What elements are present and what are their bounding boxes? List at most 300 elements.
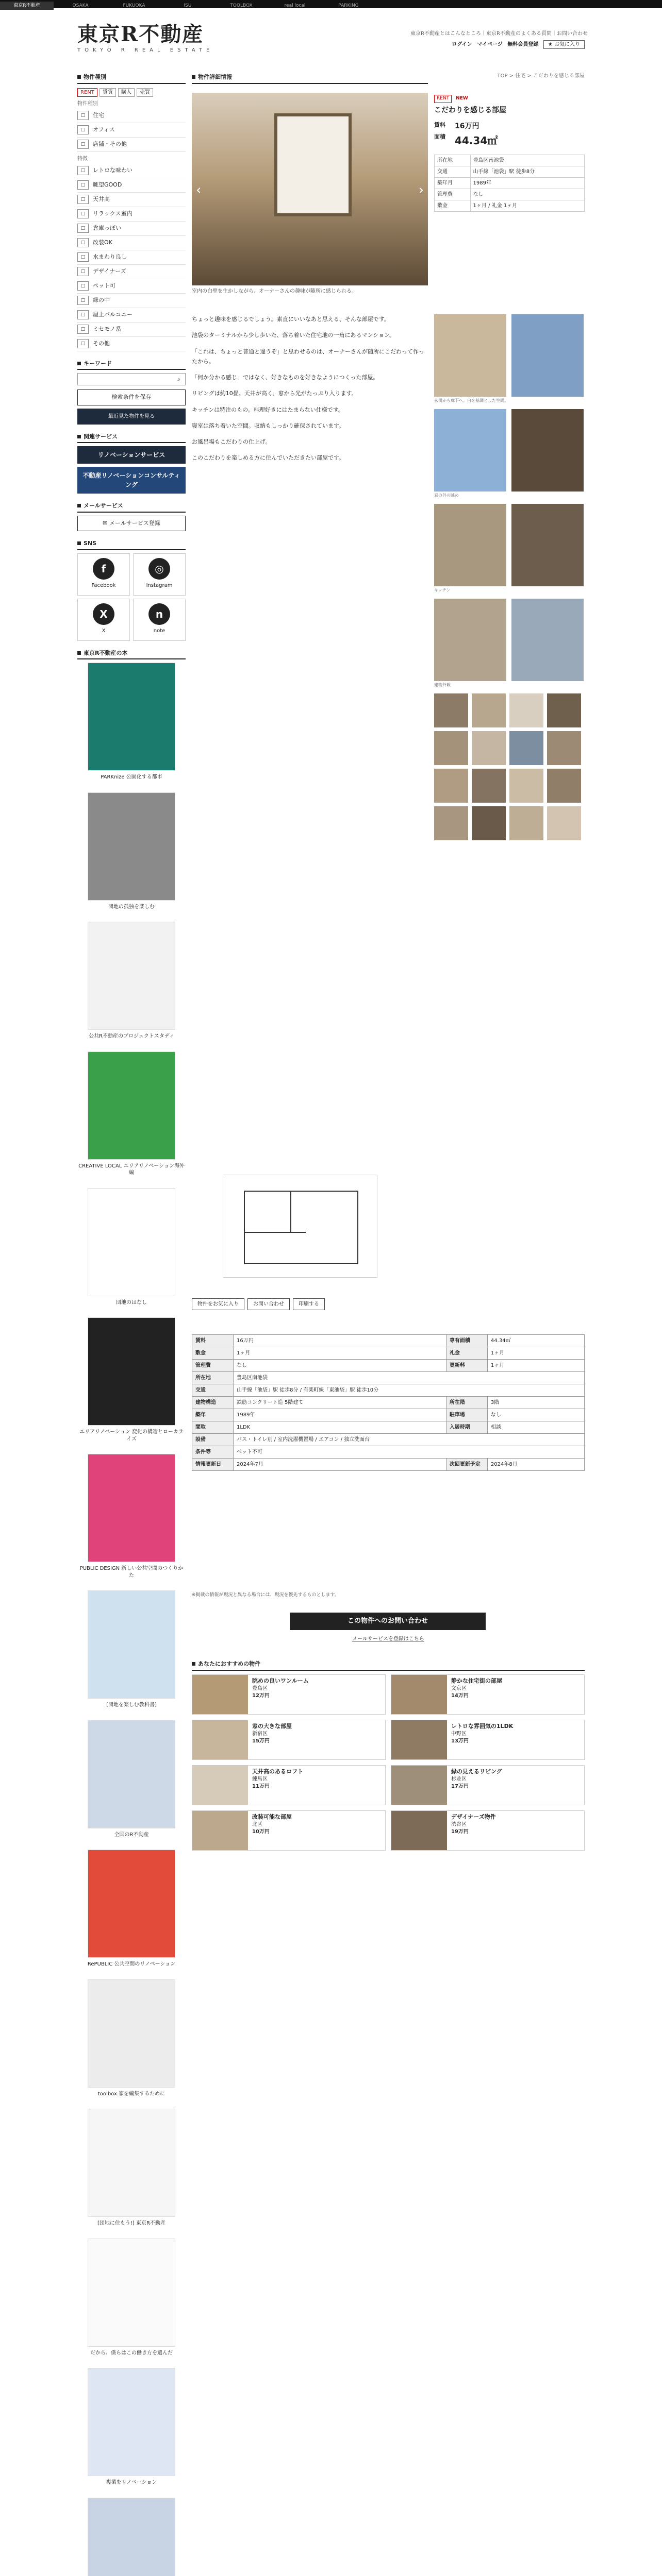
topbar-item[interactable]: OSAKA [72, 3, 89, 8]
site-header [77, 22, 588, 69]
sidebar-item[interactable] [77, 178, 186, 193]
sidebar-item[interactable] [77, 294, 186, 308]
gallery-photo[interactable] [434, 504, 506, 586]
book-caption: [団地を楽しむ教科書] [106, 1702, 157, 1708]
property-info [434, 93, 585, 212]
sidebar-item[interactable] [77, 337, 186, 351]
newsletter-button[interactable]: ✉ メールサービス登録 [77, 516, 186, 532]
section-head-newsletter: メールサービス [77, 501, 186, 513]
sidebar-item-label: 緑の中 [93, 296, 110, 303]
book-item[interactable] [77, 1188, 186, 1307]
topbar-item[interactable]: FUKUOKA [123, 3, 145, 8]
gallery-photo[interactable] [434, 314, 506, 397]
recommend-card[interactable] [192, 1765, 386, 1805]
note-icon: n [148, 603, 170, 625]
main-content [192, 72, 585, 1835]
sidebar-item-label: オフィス [93, 126, 115, 133]
action-button[interactable]: 印刷する [293, 1298, 325, 1310]
other-icon: □ [77, 339, 89, 348]
shop-icon: □ [77, 140, 89, 149]
summary-cell: 交通 [435, 166, 471, 177]
spec-cell: 次回更新予定 [446, 1459, 487, 1471]
recommend-photo[interactable] [192, 1675, 248, 1714]
consulting-service-banner[interactable]: 不動産リノベーションコンサルティング [77, 467, 186, 494]
book-caption: 団地のはなし [116, 1299, 147, 1306]
facebook-icon: f [93, 558, 114, 580]
keyword-search [77, 373, 186, 385]
warehouse-icon: □ [77, 224, 89, 233]
recommend-photo[interactable] [192, 1720, 248, 1759]
book-cover[interactable] [88, 2368, 175, 2476]
sns-label: X [102, 628, 106, 634]
spec-cell: 2024年7月 [234, 1459, 446, 1471]
spec-cell: 1ヶ月 [234, 1347, 446, 1360]
thumbnail[interactable] [509, 769, 543, 803]
thumbnail[interactable] [547, 769, 581, 803]
spec-table [192, 1334, 585, 1471]
gallery-photo[interactable] [511, 314, 584, 397]
thumbnail[interactable] [472, 769, 506, 803]
store-icon: □ [77, 325, 89, 334]
book-cover[interactable] [88, 2239, 175, 2347]
book-caption: PUBLIC DESIGN 新しい公共空間のつくりかた [79, 1566, 184, 1579]
sidebar-item-label: 水まわり良し [93, 253, 127, 260]
summary-cell: 築年月 [435, 177, 471, 189]
spec-cell: 44.34㎡ [487, 1335, 584, 1347]
book-caption: 全国のR不動産 [114, 1832, 149, 1838]
description-paragraph: このこだわりを楽しめる方に住んでいただきたい部屋です。 [192, 454, 345, 462]
book-item[interactable] [77, 1979, 186, 2098]
topbar-item[interactable]: real local [284, 3, 306, 8]
thumbnail[interactable] [472, 693, 506, 727]
book-item[interactable] [77, 663, 186, 781]
book-caption: 団地の孤独を楽しむ [108, 904, 155, 910]
book-item[interactable] [77, 1052, 186, 1177]
recommend-text [447, 1766, 506, 1805]
recommend-place: 練馬区 [252, 1776, 268, 1782]
sub-head-type: 物件種別 [77, 100, 98, 107]
spec-row [192, 1347, 585, 1360]
sidebar-item[interactable] [77, 323, 186, 337]
section-head-sns: SNS [77, 538, 186, 550]
recommend-title: 静かな住宅街の部屋 [451, 1677, 502, 1684]
book-caption: toolbox 家を編集するために [97, 2091, 166, 2097]
summary-row [435, 189, 585, 200]
topbar-item[interactable]: 東京R不動産 [0, 2, 54, 10]
description [192, 314, 428, 469]
thumbnail[interactable] [472, 806, 506, 840]
spec-cell: 礼金 [446, 1347, 487, 1360]
thumbnail[interactable] [509, 693, 543, 727]
recommend-place: 杉並区 [451, 1776, 467, 1782]
sidebar-item[interactable] [77, 109, 186, 123]
sidebar-item-label: ミセモノ系 [93, 325, 121, 332]
recommend-title: デザイナーズ物件 [451, 1814, 496, 1820]
spec-cell: 築年 [192, 1409, 234, 1421]
breadcrumb[interactable]: TOP > 住宅 > こだわりを感じる部屋 [497, 73, 585, 79]
rooftop-icon: □ [77, 310, 89, 319]
sidebar-item[interactable] [77, 265, 186, 279]
sidebar-item-label: 改装OK [93, 239, 112, 246]
book-cover[interactable] [88, 1590, 175, 1699]
sidebar-item[interactable] [77, 308, 186, 323]
recommend-price: 17万円 [451, 1784, 469, 1789]
recommend-photo[interactable] [391, 1675, 447, 1714]
tags-row [77, 87, 186, 97]
spec-cell: 賃料 [192, 1335, 234, 1347]
book-cover[interactable] [88, 2109, 175, 2217]
book-cover[interactable] [88, 1317, 175, 1426]
recommend-price: 14万円 [451, 1693, 469, 1699]
action-button[interactable]: お問い合わせ [247, 1298, 290, 1310]
sidebar-item[interactable] [77, 236, 186, 250]
description-paragraph: 「何か分かる感じ」ではなく、好きなものを好きなようにつくった部屋。 [192, 374, 379, 381]
recommend-text [248, 1675, 313, 1714]
renovation-service-banner[interactable]: リノベーションサービス [77, 446, 186, 464]
recommend-title: 窓の大きな部屋 [252, 1723, 292, 1730]
book-caption: 公共R不動産のプロジェクトスタディ [89, 1033, 174, 1039]
recommend-card[interactable] [391, 1674, 585, 1715]
gallery-caption: 窓の外の眺め [434, 493, 459, 498]
spec-row [192, 1459, 585, 1471]
spec-cell: 相談 [487, 1421, 584, 1434]
spec-cell: 敷金 [192, 1347, 234, 1360]
spec-cell: 16万円 [234, 1335, 446, 1347]
save-search-button[interactable]: 検索条件を保存 [77, 389, 186, 405]
mypage-link[interactable]: マイページ [477, 42, 503, 47]
book-cover[interactable] [88, 1850, 175, 1958]
spec-row [192, 1360, 585, 1372]
recommend-grid [192, 1674, 585, 1851]
book-caption: エリアリノベーション 変化の構造とローカライズ [79, 1429, 184, 1442]
sidebar-item-label: デザイナーズ [93, 267, 126, 275]
spec-cell: 2024年8月 [487, 1459, 584, 1471]
summary-row [435, 200, 585, 211]
topbar-item[interactable]: TOOLBOX [230, 3, 253, 8]
sns-label: note [153, 628, 166, 634]
book-item[interactable] [77, 2239, 186, 2357]
gallery-photo[interactable] [511, 504, 584, 586]
spec-cell: なし [487, 1409, 584, 1421]
book-item[interactable] [77, 2498, 186, 2576]
sidebar-item-label: 倉庫っぽい [93, 224, 121, 231]
description-paragraph: ちょっと趣味を感じるでしょう。素直にいいなあと思える、そんな部屋です。 [192, 316, 390, 323]
book-item[interactable] [77, 1590, 186, 1709]
sns-facebook[interactable] [77, 553, 130, 596]
summary-cell: 1989年 [470, 177, 584, 189]
recommend-head: あなたにおすすめの物件 [192, 1659, 585, 1671]
badge-new: NEW [456, 96, 468, 101]
spec-row [192, 1372, 585, 1384]
book-cover[interactable] [88, 1979, 175, 2088]
book-caption: CREATIVE LOCAL エリアリノベーション海外編 [78, 1163, 185, 1176]
description-paragraph: リビングは約10畳。天井が高く、窓から光がたっぷり入ります。 [192, 390, 357, 397]
newsletter-link[interactable]: メールサービスを登録はこちら [352, 1636, 424, 1642]
recommend-photo[interactable] [192, 1811, 248, 1850]
pet-icon: □ [77, 281, 89, 291]
sidebar-item-label: リラックス室内 [93, 210, 133, 217]
recommend-card[interactable] [192, 1720, 386, 1760]
thumbnail[interactable] [509, 806, 543, 840]
office-icon: □ [77, 125, 89, 134]
sidebar-item-label: 眺望GOOD [93, 181, 122, 188]
spec-cell: 3階 [487, 1397, 584, 1409]
thumbnail[interactable] [547, 806, 581, 840]
book-item[interactable] [77, 792, 186, 911]
summary-cell: 山手線「池袋」駅 徒歩8分 [470, 166, 584, 177]
tag-2[interactable]: 購入 [118, 88, 135, 97]
recommend-place: 新宿区 [252, 1731, 268, 1737]
recommend-card[interactable] [192, 1810, 386, 1851]
tag-3[interactable]: 売買 [137, 88, 153, 97]
book-item[interactable] [77, 2109, 186, 2227]
logo-subtitle: TOKYO R REAL ESTATE [77, 47, 214, 53]
recommend-photo[interactable] [391, 1811, 447, 1850]
spec-cell: なし [234, 1360, 446, 1372]
property-title: こだわりを感じる部屋 [434, 106, 506, 114]
spec-cell: 1LDK [234, 1421, 446, 1434]
rent-row: 賃料 16万円 [434, 121, 585, 132]
contact-button[interactable]: この物件へのお問い合わせ [290, 1613, 486, 1630]
spec-row [192, 1335, 585, 1347]
recommend-text [447, 1720, 517, 1759]
gallery-photo[interactable] [434, 599, 506, 681]
recommend-text [447, 1811, 500, 1850]
action-button[interactable]: 物件をお気に入り [192, 1298, 244, 1310]
recommend-title: 緑の見えるリビング [451, 1768, 502, 1775]
sub-head-feature: 特徴 [77, 156, 88, 162]
recommend-card[interactable] [391, 1720, 585, 1760]
recommend-text [248, 1811, 296, 1850]
spec-cell: 所在階 [446, 1397, 487, 1409]
book-caption: だから、僕らはこの働き方を選んだ [90, 2350, 173, 2356]
thumbnail[interactable] [547, 731, 581, 765]
spec-cell: 駐車場 [446, 1409, 487, 1421]
gallery-caption: 玄関から廊下へ。白を基調とした空間。 [434, 398, 508, 403]
water-icon: □ [77, 252, 89, 262]
spec-cell: 条件等 [192, 1446, 234, 1459]
gallery-photo[interactable] [511, 409, 584, 492]
spec-row [192, 1409, 585, 1421]
summary-cell: 豊島区南池袋 [470, 155, 584, 166]
thumbnail[interactable] [434, 806, 468, 840]
thumbnail[interactable] [434, 731, 468, 765]
book-caption: [団地に住もう!] 東京R不動産 [97, 2221, 166, 2226]
summary-cell: なし [470, 189, 584, 200]
spec-cell: 所在地 [192, 1372, 234, 1384]
spec-cell: 設備 [192, 1434, 234, 1446]
summary-cell: 管理費 [435, 189, 471, 200]
sns-label: Instagram [146, 582, 173, 588]
floor-plan[interactable] [223, 1175, 377, 1278]
thumbnail[interactable] [434, 769, 468, 803]
spec-cell: 豊島区南池袋 [234, 1372, 585, 1384]
sidebar-item-label: ペット可 [93, 282, 115, 289]
recommend-card[interactable] [391, 1765, 585, 1805]
spec-cell: 鉄筋コンクリート造 5階建て [234, 1397, 446, 1409]
description-paragraph: 寝室は落ち着いた空間。収納もしっかり確保されています。 [192, 422, 345, 429]
sidebar-item-label: 天井高 [93, 195, 110, 202]
gallery-photo[interactable] [434, 409, 506, 492]
ceiling-icon: □ [77, 195, 89, 204]
recommend-text [248, 1720, 296, 1759]
summary-cell: 1ヶ月 / 礼金 1ヶ月 [470, 200, 584, 211]
spec-row [192, 1446, 585, 1459]
book-caption: PARKnize 公園化する都市 [101, 774, 162, 780]
spec-cell: 管理費 [192, 1360, 234, 1372]
book-cover[interactable] [88, 1454, 175, 1562]
spec-cell: バス・トイレ別 / 室内洗濯機置場 / エアコン / 独立洗面台 [234, 1434, 585, 1446]
recommend-photo[interactable] [391, 1720, 447, 1759]
relax-icon: □ [77, 209, 89, 218]
favorites-button[interactable]: ★ お気に入り [543, 40, 585, 49]
spec-cell: 入居時期 [446, 1421, 487, 1434]
spec-cell: 間取 [192, 1421, 234, 1434]
spec-cell: 1989年 [234, 1409, 446, 1421]
page-label: 物件詳細情報 [192, 72, 428, 84]
recommend-price: 15万円 [252, 1738, 270, 1744]
summary-cell: 所在地 [435, 155, 471, 166]
photo-gallery [434, 314, 585, 840]
book-item[interactable] [77, 1720, 186, 1839]
description-paragraph: キッチンは特注のもの。料理好きにはたまらない仕様です。 [192, 406, 344, 413]
sidebar-item-label: その他 [93, 340, 110, 347]
book-item[interactable] [77, 1850, 186, 1968]
thumbnail[interactable] [547, 693, 581, 727]
window-illustration [274, 113, 352, 216]
recommend-card[interactable] [391, 1810, 585, 1851]
tag-1[interactable]: 賃貸 [100, 88, 116, 97]
green-icon: □ [77, 296, 89, 305]
book-cover[interactable] [88, 663, 175, 771]
global-topbar [0, 0, 662, 8]
recommend-title: 眺めの良いワンルーム [252, 1677, 309, 1684]
book-caption: RePUBLIC 公共空間のリノベーション [87, 1961, 176, 1967]
next-arrow-icon[interactable]: › [418, 182, 424, 198]
sns-label: Facebook [91, 582, 116, 588]
summary-cell: 敷金 [435, 200, 471, 211]
thumbnail[interactable] [472, 731, 506, 765]
recommend-text [248, 1766, 307, 1805]
search-icon[interactable]: ⌕ [177, 376, 181, 383]
recommend-place: 文京区 [451, 1686, 467, 1691]
recommend-title: レトロな雰囲気の1LDK [451, 1723, 514, 1730]
photo-caption: 室内の白壁を生かしながら、オーナーさんの趣味が随所に感じられる。 [192, 289, 357, 294]
book-cover[interactable] [88, 792, 175, 901]
sns-note[interactable] [133, 599, 186, 641]
recommend-place: 中野区 [451, 1731, 467, 1737]
spec-row [192, 1421, 585, 1434]
spec-cell: 山手線「池袋」駅 徒歩8分 / 有楽町線「東池袋」駅 徒歩10分 [234, 1384, 585, 1397]
view-icon: □ [77, 180, 89, 190]
header-links-text[interactable]: 東京R不動産とはこんなところ｜東京R不動産のよくある質問｜お問い合わせ [410, 31, 588, 37]
book-caption: 複業をリノベーション [106, 2480, 157, 2485]
recommend-text [447, 1675, 506, 1714]
thumbnail[interactable] [434, 693, 468, 727]
summary-row [435, 177, 585, 189]
main-photo[interactable] [192, 93, 428, 285]
login-link[interactable]: ログイン [452, 42, 472, 47]
spec-cell: 更新料 [446, 1360, 487, 1372]
recommend-place: 北区 [252, 1822, 262, 1827]
site-logo[interactable]: 東京R不動産 [77, 22, 204, 46]
recommend-price: 10万円 [252, 1829, 270, 1835]
renovation-icon: □ [77, 238, 89, 247]
prev-arrow-icon[interactable]: ‹ [196, 182, 202, 198]
sidebar-item-label: 住宅 [93, 111, 104, 118]
sidebar-item[interactable] [77, 250, 186, 265]
recommend-photo[interactable] [192, 1766, 248, 1805]
sidebar [77, 72, 186, 2576]
design-icon: □ [77, 267, 89, 276]
recommend-title: 改装可能な部屋 [252, 1814, 292, 1820]
sns-instagram[interactable] [133, 553, 186, 596]
spec-row [192, 1384, 585, 1397]
area-value: 44.34㎡ [455, 134, 498, 147]
book-item[interactable] [77, 1454, 186, 1579]
sidebar-item[interactable] [77, 279, 186, 294]
recommend-photo[interactable] [391, 1766, 447, 1805]
gallery-caption: 建物外観 [434, 683, 451, 687]
recommend-card[interactable] [192, 1674, 386, 1715]
recommend-place: 豊島区 [252, 1686, 268, 1691]
summary-row [435, 166, 585, 177]
spec-cell: 交通 [192, 1384, 234, 1397]
spec-cell: 1ヶ月 [487, 1347, 584, 1360]
spec-cell: 情報更新日 [192, 1459, 234, 1471]
sns-x[interactable] [77, 599, 130, 641]
sidebar-item[interactable] [77, 138, 186, 152]
recommend-price: 12万円 [252, 1693, 270, 1699]
header-account-links [449, 40, 585, 49]
book-item[interactable] [77, 1317, 186, 1443]
sidebar-item[interactable] [77, 164, 186, 178]
book-cover[interactable] [88, 1188, 175, 1296]
book-cover[interactable] [88, 922, 175, 1030]
sidebar-item[interactable] [77, 123, 186, 138]
book-cover[interactable] [88, 1052, 175, 1160]
book-cover[interactable] [88, 1720, 175, 1828]
description-paragraph: 「これは、ちょっと普通と違うぞ」と思わせるのは、オーナーさんが随所にこだわって作ったから。 [192, 348, 424, 365]
sidebar-item-label: レトロな味わい [93, 166, 133, 174]
area-row: 面積 44.34㎡ [434, 133, 585, 148]
recent-viewed-button[interactable]: 最近見た物件を見る [77, 409, 186, 425]
tag-0[interactable]: RENT [77, 88, 97, 97]
book-item[interactable] [77, 922, 186, 1040]
register-link[interactable]: 無料会員登録 [507, 42, 539, 47]
instagram-icon: ◎ [148, 558, 170, 580]
description-paragraph: 池袋のターミナルから少し歩いた、落ち着いた住宅地の一角にあるマンション。 [192, 332, 395, 339]
book-cover[interactable] [88, 2498, 175, 2576]
spec-cell: 建物構造 [192, 1397, 234, 1409]
topbar-item[interactable]: PARKING [338, 3, 359, 8]
sidebar-item[interactable] [77, 207, 186, 222]
thumbnail[interactable] [509, 731, 543, 765]
sidebar-item[interactable] [77, 193, 186, 207]
gallery-photo[interactable] [511, 599, 584, 681]
disclaimer: ※掲載の情報が現況と異なる場合には、現況を優先するものとします。 [192, 1592, 339, 1598]
gallery-caption: キッチン [434, 588, 451, 592]
sidebar-item[interactable] [77, 222, 186, 236]
summary-table [434, 155, 585, 212]
recommend-price: 19万円 [451, 1829, 469, 1835]
keyword-input[interactable] [78, 374, 173, 385]
book-item[interactable] [77, 2368, 186, 2486]
spec-row [192, 1434, 585, 1446]
recommend-title: 天井高のあるロフト [252, 1768, 303, 1775]
topbar-item[interactable]: ISU [184, 3, 192, 8]
spec-cell: 1ヶ月 [487, 1360, 584, 1372]
